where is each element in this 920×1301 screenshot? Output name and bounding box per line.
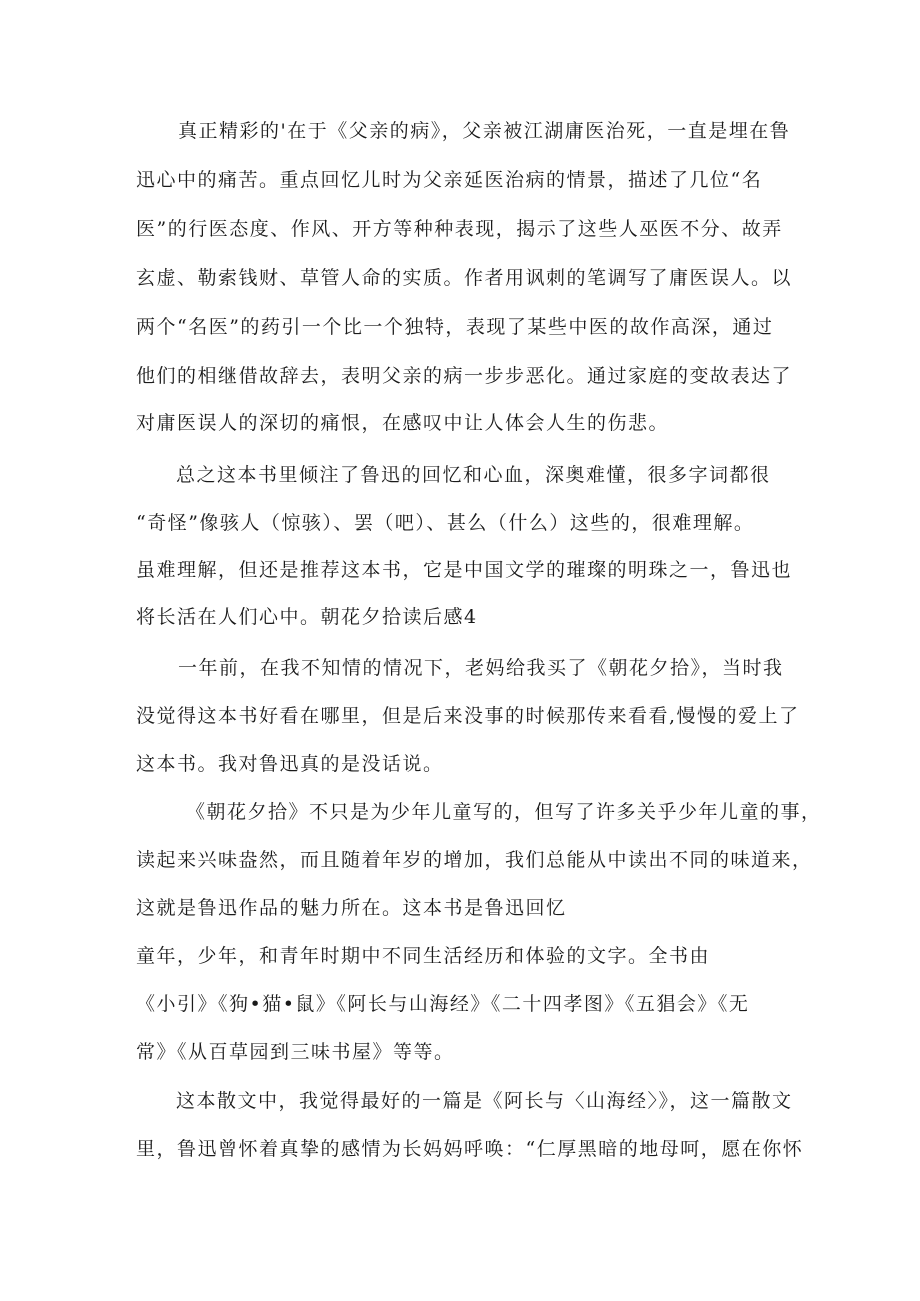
paragraph-line: 虽难理解，但还是推荐这本书，它是中国文学的璀璨的明珠之一，鲁迅也 [136, 559, 793, 581]
paragraph-line: 这本散文中，我觉得最好的一篇是《阿长与〈山海经〉》，这一篇散文 [176, 1090, 793, 1112]
paragraph-line: 这本书。我对鲁迅真的是没话说。 [136, 753, 444, 775]
paragraph-line: 这就是鲁迅作品的魅力所在。这本书是鲁迅回忆 [136, 897, 567, 919]
paragraph-line: 里，鲁迅曾怀着真挚的感情为长妈妈呼唤：“仁厚黑暗的地母呵，愿在你怀 [136, 1138, 804, 1160]
paragraph-line: “奇怪”像骇人（惊骇）、罢（吧）、甚么（什么）这些的，很难理解。 [136, 512, 755, 534]
paragraph-line: 童年，少年，和青年时期中不同生活经历和体验的文字。全书由 [136, 945, 711, 967]
paragraph-line: 《小引》《狗•猫•鼠》《阿长与山海经》《二十四孝图》《五猖会》《无 [136, 993, 750, 1015]
paragraph-line: 迅心中的痛苦。重点回忆儿时为父亲延医治病的情景，描述了几位“名 [136, 169, 763, 191]
paragraph-line: 真正精彩的'在于《父亲的病》，父亲被江湖庸医治死，一直是埋在鲁 [178, 120, 791, 142]
paragraph-line: 读起来兴味盎然，而且随着年岁的增加，我们总能从中读出不同的味道来， [136, 849, 813, 871]
paragraph-line: 玄虚、勒索钱财、草管人命的实质。作者用讽刺的笔调写了庸医误人。以 [136, 267, 793, 289]
paragraph-line: 总之这本书里倾注了鲁迅的回忆和心血，深奥难懂，很多字词都很 [176, 464, 771, 486]
paragraph-line: 没觉得这本书好看在哪里，但是后来没事的时候那传来看看,慢慢的爱上了 [136, 705, 800, 727]
paragraph-line: 《朝花夕拾》不只是为少年儿童写的，但写了许多关乎少年儿童的事， [186, 801, 822, 823]
paragraph-line: 常》《从百草园到三味书屋》等等。 [136, 1041, 455, 1063]
paragraph-line: 对庸医误人的深切的痛恨，在感叹中让人体会人生的伤悲。 [136, 412, 670, 434]
paragraph-line: 将长活在人们心中。朝花夕拾读后感4 [136, 606, 478, 628]
paragraph-line: 他们的相继借故辞去，表明父亲的病一步步恶化。通过家庭的变故表达了 [136, 365, 793, 387]
paragraph-line: 两个“名医”的药引一个比一个独特，表现了某些中医的故作高深，通过 [136, 316, 774, 338]
paragraph-line: 医”的行医态度、作风、开方等种种表现，揭示了这些人巫医不分、故弄 [136, 218, 783, 240]
paragraph-line: 一年前，在我不知情的情况下，老妈给我买了《朝花夕拾》，当时我 [178, 657, 784, 679]
